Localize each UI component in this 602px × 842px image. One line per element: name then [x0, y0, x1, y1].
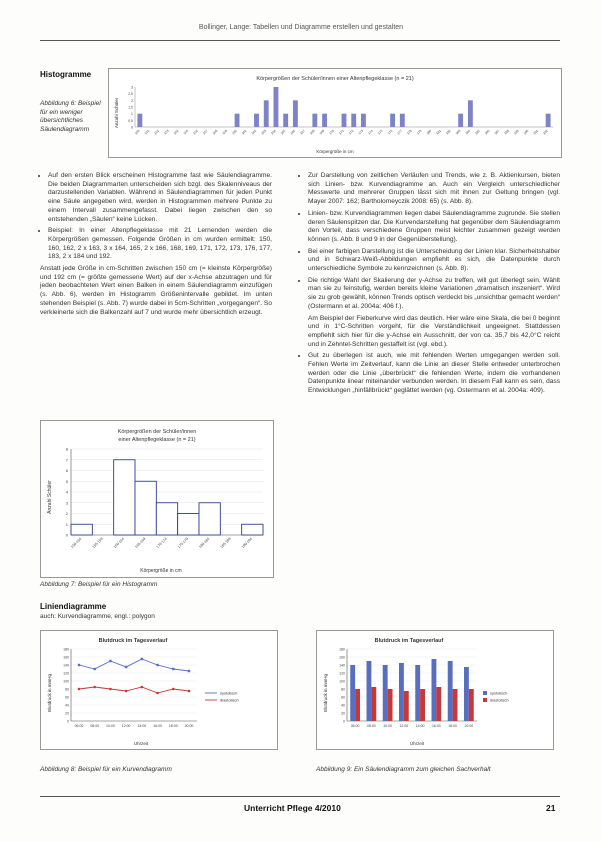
left-bullet-2: • Beispiel: In einer Altenpflegeklasse mit 21 Lernenden werden die Körpergrößen gemessen. Folgende Größen in cm wurden ermittelt: 150, 160, 162, 2 x 163, 3 x 164, 165, 2 x 166, 168, 169, 171, 172, 173, 176, 177, 183, 2 x 184 und 192. — [48, 227, 272, 262]
fig7-y-tick-label: 2 — [65, 511, 68, 516]
header-rule — [40, 40, 560, 41]
fig6-x-tick-label: 171 — [338, 128, 345, 136]
fig6-bar — [546, 114, 551, 127]
fig7-x-tick-label: 150-154 — [70, 536, 83, 550]
fig9-x-tick-label: 10:00 — [383, 724, 393, 728]
fig9-x-tick-label: 20:00 — [464, 724, 474, 728]
fig8-point — [109, 660, 111, 662]
fig8-x-tick-label: 16:00 — [153, 724, 162, 728]
fig6-ylabel: Anzahl Schüler — [114, 97, 119, 129]
fig6-y-tick-label: 3 — [131, 85, 133, 90]
fig6-x-tick-label: 165 — [279, 128, 287, 136]
fig6-x-tick-label: 163 — [260, 128, 267, 136]
right-paragraph: Am Beispiel der Fieberkurve wird das deutlich. Hier wäre eine Skala, die bei 0 beginnt und in 1°C-Schritten vorgeht, für die Verständlichkeit ungeeignet. Stattdessen empfiehlt sich hier für die y-Achse ein Ausschnitt, der von ca. 35,7 bis 42,0°C reicht und in Zehntel-Schritten gestaffelt ist (vgl. ebd.). — [308, 314, 560, 348]
fig8-point — [93, 686, 96, 689]
fig9-y-tick-label: 160 — [339, 655, 345, 660]
fig6-bar — [293, 100, 298, 127]
fig6-x-tick-label: 182 — [445, 128, 452, 136]
fig7-x-tick-label: 160-164 — [112, 536, 126, 550]
fig9-legend-label: systolisch — [490, 690, 508, 696]
fig9-bar — [404, 691, 409, 721]
fig8-y-tick-label: 120 — [63, 671, 69, 676]
fig6-bar — [390, 114, 395, 127]
fig9-bar — [420, 689, 425, 721]
fig6-x-tick-label: 166 — [289, 128, 297, 136]
fig8-y-tick-label: 80 — [65, 687, 69, 692]
fig9-x-tick-label: 18:00 — [448, 724, 458, 728]
fig8-y-tick-label: 180 — [63, 647, 69, 652]
fig9-xlabel: Uhrzeit — [409, 741, 425, 746]
fig7-x-tick-label: 165-169 — [134, 536, 147, 550]
fig6-bar — [342, 114, 347, 127]
fig8-point — [172, 688, 175, 691]
fig9-bar — [415, 665, 420, 721]
fig6-y-tick-label: 2 — [131, 98, 133, 103]
fig6-x-tick-label: 158 — [211, 128, 219, 136]
fig8-x-tick-label: 20:00 — [184, 724, 194, 728]
fig7-y-tick-label: 6 — [65, 468, 68, 473]
fig9-title: Blutdruck im Tagesverlauf — [374, 638, 444, 644]
fig8-x-tick-label: 12:00 — [121, 724, 131, 728]
fig9-caption: Abbildung 9: Ein Säulendiagramm zum gleichen Sachverhalt — [316, 766, 491, 773]
fig6-x-tick-label: 184 — [464, 128, 472, 136]
fig9-bar — [436, 687, 441, 721]
fig8-point — [125, 690, 128, 693]
fig8-title: Blutdruck im Tagesverlauf — [98, 638, 168, 644]
fig6-x-tick-label: 183 — [454, 128, 462, 136]
fig7-caption: Abbildung 7: Beispiel für ein Histogramm — [40, 581, 158, 588]
fig7-x-tick-label: 175-179 — [176, 536, 190, 550]
fig6-x-tick-label: 175 — [376, 128, 384, 136]
fig7-bar — [71, 524, 92, 535]
fig6-bar — [283, 114, 288, 127]
fig6-x-tick-label: 181 — [435, 128, 442, 136]
fig6-y-tick-label: 0,5 — [128, 118, 133, 123]
fig8-chart — [40, 630, 278, 750]
fig9-y-tick-label: 80 — [341, 687, 345, 692]
fig8-x-tick-label: 18:00 — [168, 724, 178, 728]
fig6-x-tick-label: 154 — [172, 128, 180, 136]
fig6-x-tick-label: 187 — [493, 128, 501, 136]
running-header: Bollinger, Lange: Tabellen und Diagramme erstellen und gestalten — [198, 24, 404, 31]
fig9-x-tick-label: 06:00 — [350, 724, 360, 728]
fig8-y-tick-label: 160 — [63, 655, 69, 660]
fig6-x-tick-label: 155 — [182, 128, 190, 136]
right-column-text — [300, 172, 560, 399]
fig6-x-tick-label: 192 — [542, 128, 549, 136]
fig8-y-tick-label: 40 — [65, 703, 69, 708]
fig9-bar — [399, 663, 404, 721]
fig6-x-tick-label: 172 — [347, 128, 355, 136]
fig8-xlabel: Uhrzeit — [133, 741, 149, 746]
fig9-x-tick-label: 12:00 — [399, 724, 409, 728]
fig9-bar — [464, 667, 469, 721]
fig6-x-tick-label: 191 — [532, 128, 540, 136]
fig9-y-tick-label: 100 — [339, 679, 345, 684]
fig7-svg — [41, 421, 273, 577]
right-bullet-4: • Die richtige Wahl der Skalierung der y-Achse zu treffen, will gut überlegt sein. Wählt man sie zu feinstufig, werden bereits kleine Variationen „dramatisch inszeniert“. Wird sie zu grob gewählt, können Trends optisch verdeckt bis „unsichtbar gemacht werden“ (Ostermann et al. 2004a: 406 f.). — [308, 277, 560, 312]
fig8-legend-label: diastolisch — [220, 697, 239, 703]
fig7-title-1: Körpergrößen der Schüler/innen — [117, 429, 197, 435]
fig7-ylabel: Anzahl Schüler — [47, 480, 53, 514]
fig8-point — [156, 664, 158, 666]
fig9-bar — [469, 689, 474, 721]
fig6-x-tick-label: 169 — [318, 128, 326, 136]
fig6-bar — [468, 100, 473, 127]
right-bullet-2: • Linien- bzw. Kurvendiagrammen liegen dabei Säulendiagramme zugrunde. Sie stellen deren Säulenspitzen dar. Die Kurvendarstellung hat gegenüber dem Säulendiagramm den Vorteil, dass verschiedene Gruppen meist leichter zusammen gezeigt werden können (s. Abb. 8 und 9 in der Gegenüberstellung). — [308, 210, 560, 245]
fig8-x-tick-label: 08:00 — [90, 724, 100, 728]
fig6-bar — [351, 114, 356, 127]
fig9-bar — [350, 665, 355, 721]
fig8-point — [172, 668, 174, 670]
fig6-bar — [235, 114, 240, 127]
fig6-bar — [264, 100, 269, 127]
left-bullet-1: • Auf den ersten Blick erscheinen Histogramme fast wie Säulendiagramme. Die beiden Diagrammarten unterscheiden sich bzgl. des Skalenniveaus der darzustellenden Variablen. Während in Säulendiagrammen für jeden Punkt eine Säule angegeben wird, werden in Histogrammen mehrere Punkte zu einem Intervall zusammengefasst. Dabei liegen zwischen den so entstehenden „Säulen“ keine Lücken. — [48, 172, 272, 224]
right-bullet-5: • Gut zu überlegen ist auch, wie mit fehlenden Werten umgegangen werden soll. Fehlen Werte im Zeitverlauf, kann die Linie an dieser Stelle entweder unterbrochen werden oder die Linie „überbrückt“ die fehlenden Werte, indem die vorhandenen Datenpunkte linear miteinander verbunden werden. In diesem Fall kann es sein, dass Entwicklungen „hinfällbrückt“ geglättet werden (vg. Ostermann et al. 2004a: 409). — [308, 352, 560, 396]
fig8-point — [156, 692, 159, 695]
fig6-x-tick-label: 190 — [522, 128, 530, 136]
fig9-y-tick-label: 20 — [341, 711, 345, 716]
fig7-y-tick-label: 7 — [65, 457, 68, 463]
fig9-y-tick-label: 60 — [341, 695, 345, 700]
fig9-legend-label: diastolisch — [490, 697, 509, 703]
section-title-histogramme: Histogramme — [40, 70, 92, 79]
fig6-chart — [108, 68, 562, 158]
fig6-y-tick-label: 1 — [131, 112, 133, 117]
fig6-x-tick-label: 179 — [415, 128, 423, 136]
fig6-y-tick-label: 0 — [131, 125, 133, 130]
fig6-y-tick-label: 2,5 — [128, 92, 133, 97]
fig8-point — [78, 688, 81, 691]
fig6-caption: Abbildung 6: Beispiel für ein weniger übersichtliches Säulendiagramm — [40, 100, 101, 133]
fig7-y-tick-label: 3 — [65, 500, 68, 506]
fig6-x-tick-label: 164 — [270, 128, 277, 136]
fig6-x-tick-label: 157 — [202, 128, 209, 136]
fig8-legend-label: systolisch — [220, 690, 238, 696]
right-bullet-1: • Zur Darstellung von zeitlichen Verläufen und Trends, wie z. B. Aktienkursen, bieten sich Linien- bzw. Kurvendiagramme an. Auch ein Vergleich unterschiedlicher Messwerte und mehrerer Gruppen lässt sich mit ihnen zur Geltung bringen (vgl. Mayer 2007: 162; Bartholomeyczik 2008: 65) (s. Abb. 8). — [308, 172, 560, 207]
fig7-bar — [242, 524, 263, 535]
fig7-bar — [135, 481, 156, 535]
fig8-y-tick-label: 100 — [63, 679, 69, 684]
fig6-bar — [458, 114, 463, 127]
fig6-x-tick-label: 152 — [153, 128, 161, 136]
left-column-text — [40, 172, 272, 317]
fig8-y-tick-label: 20 — [65, 711, 69, 716]
fig6-bar — [254, 114, 259, 127]
fig9-y-tick-label: 0 — [343, 719, 345, 724]
fig6-x-tick-label: 150 — [133, 128, 141, 136]
fig8-x-tick-label: 10:00 — [106, 724, 115, 728]
fig7-bar — [199, 503, 220, 535]
fig9-y-tick-label: 40 — [341, 703, 345, 708]
fig8-x-tick-label: 14:00 — [137, 724, 147, 728]
fig6-bar — [274, 87, 279, 127]
fig8-point — [78, 664, 80, 666]
fig9-legend-swatch — [483, 698, 487, 702]
fig7-x-tick-label: 185-189 — [219, 536, 232, 550]
fig9-bar — [371, 687, 376, 721]
fig8-point — [94, 668, 96, 670]
fig9-x-tick-label: 14:00 — [415, 724, 425, 728]
fig6-x-tick-label: 176 — [386, 128, 394, 136]
fig7-x-tick-label: 170-174 — [155, 536, 168, 550]
fig9-x-tick-label: 16:00 — [431, 724, 441, 728]
fig9-y-tick-label: 140 — [339, 663, 345, 668]
fig9-y-tick-label: 120 — [339, 671, 345, 676]
fig7-x-tick-label: 180-184 — [198, 536, 211, 550]
fig7-y-tick-label: 5 — [65, 478, 68, 484]
right-bullet-3: • Bei einer farbigen Darstellung ist die Unterscheidung der Linien klar. Sicherheitshalber und in Schwarz-Weiß-Abbildungen empfiehlt es sich, die Datenpunkte durch unterschiedliche Symbole zu kennzeichnen (s. Abb. 8). — [308, 248, 560, 274]
fig9-bar — [432, 659, 437, 721]
fig7-y-tick-label: 0 — [65, 532, 68, 538]
fig6-x-tick-label: 185 — [474, 128, 481, 136]
fig9-ylabel: Blutdruck in mmHg — [323, 673, 328, 713]
fig9-y-tick-label: 180 — [339, 647, 345, 652]
fig8-point — [109, 688, 112, 691]
fig8-y-tick-label: 60 — [65, 695, 69, 700]
fig8-caption: Abbildung 8: Beispiel für ein Kurvendiagramm — [40, 766, 172, 773]
fig6-bar — [312, 114, 317, 127]
fig6-x-tick-label: 161 — [240, 128, 248, 136]
fig9-x-tick-label: 08:00 — [366, 724, 376, 728]
fig8-ylabel: Blutdruck in mmHg — [47, 673, 52, 713]
fig6-x-tick-label: 177 — [396, 128, 404, 136]
footer-rule — [40, 796, 560, 797]
fig7-xlabel: Körpergröße in cm — [140, 568, 182, 574]
fig8-point — [125, 666, 127, 668]
fig6-x-tick-label: 167 — [299, 128, 306, 136]
fig9-bar — [388, 689, 393, 721]
fig6-x-tick-label: 151 — [143, 128, 151, 136]
fig9-chart — [316, 630, 554, 750]
fig7-bar — [114, 460, 135, 535]
fig6-x-tick-label: 173 — [357, 128, 365, 136]
fig6-x-tick-label: 178 — [406, 128, 413, 136]
fig6-xlabel: Körpergröße in cm — [316, 149, 354, 154]
fig6-x-tick-label: 189 — [513, 128, 520, 136]
fig6-x-tick-label: 180 — [425, 128, 433, 136]
fig8-y-tick-label: 140 — [63, 663, 69, 668]
page-number: 21 — [546, 803, 556, 813]
fig9-bar — [448, 661, 453, 721]
fig9-svg — [317, 631, 553, 749]
fig6-x-tick-label: 186 — [483, 128, 491, 136]
fig8-point — [188, 690, 191, 693]
fig6-x-tick-label: 162 — [250, 128, 258, 136]
fig9-bar — [383, 665, 388, 721]
fig6-svg — [109, 69, 561, 157]
fig8-point — [141, 686, 144, 689]
fig9-bar — [367, 661, 372, 721]
fig8-x-tick-label: 06:00 — [74, 724, 84, 728]
fig9-bar — [453, 689, 458, 721]
fig6-x-tick-label: 170 — [328, 128, 335, 136]
fig6-bar — [322, 114, 327, 127]
fig7-title-2: einer Altenpflegeklasse (n = 21) — [118, 437, 196, 443]
fig7-y-tick-label: 1 — [65, 521, 68, 527]
fig6-bar — [361, 114, 366, 127]
fig7-y-tick-label: 8 — [65, 446, 68, 452]
journal-name: Unterricht Pflege 4/2010 — [244, 803, 341, 813]
liniendiagramme-subtitle: auch: Kurvendiagramme, engl.: polygon — [40, 613, 155, 620]
fig6-y-tick-label: 1,5 — [128, 105, 133, 110]
section-title-liniendiagramme: Liniendiagramme — [40, 602, 107, 611]
fig6-x-tick-label: 153 — [163, 128, 170, 136]
fig6-bar — [400, 114, 405, 127]
fig6-bar — [137, 114, 142, 127]
fig6-x-tick-label: 168 — [308, 128, 316, 136]
left-paragraph: Anstatt jede Größe in cm-Schritten zwischen 150 cm (= kleinste Körpergröße) und 192 cm (= größte gemessene Wert) auf der x-Achse abzutragen und für jeden beobachteten Wert einen Balken in einem Säulendiagramm einzufügen (s. Abb. 6), werden im Histogramm Größenintervalle gebildet. Im unten stehenden Beispiel (s. Abb. 7) wurde dabei in 5cm-Schritten „vorgegangen“. So verkleinerte sich die Balkenzahl auf 7 und wurde mehr übersichtlich erzeugt. — [40, 265, 272, 316]
fig9-bar — [355, 689, 360, 721]
fig7-bar — [178, 514, 199, 536]
fig8-svg — [41, 631, 277, 749]
fig8-point — [188, 670, 190, 672]
fig6-x-tick-label: 159 — [221, 128, 229, 136]
fig7-bar — [156, 503, 177, 535]
fig6-x-tick-label: 188 — [503, 128, 510, 136]
fig8-y-tick-label: 0 — [67, 719, 69, 724]
fig6-x-tick-label: 156 — [192, 128, 199, 136]
fig7-x-tick-label: 190-194 — [240, 536, 254, 550]
fig7-x-tick-label: 155-159 — [91, 536, 104, 550]
fig8-point — [141, 658, 143, 660]
fig6-title: Körpergrößen der Schüler/innen einer Altenpflegeklasse (n = 21) — [256, 76, 414, 82]
fig6-x-tick-label: 160 — [231, 128, 238, 136]
fig7-y-tick-label: 4 — [65, 489, 68, 495]
fig9-legend-swatch — [483, 691, 487, 695]
fig7-chart — [40, 420, 274, 578]
fig6-x-tick-label: 174 — [367, 128, 374, 136]
